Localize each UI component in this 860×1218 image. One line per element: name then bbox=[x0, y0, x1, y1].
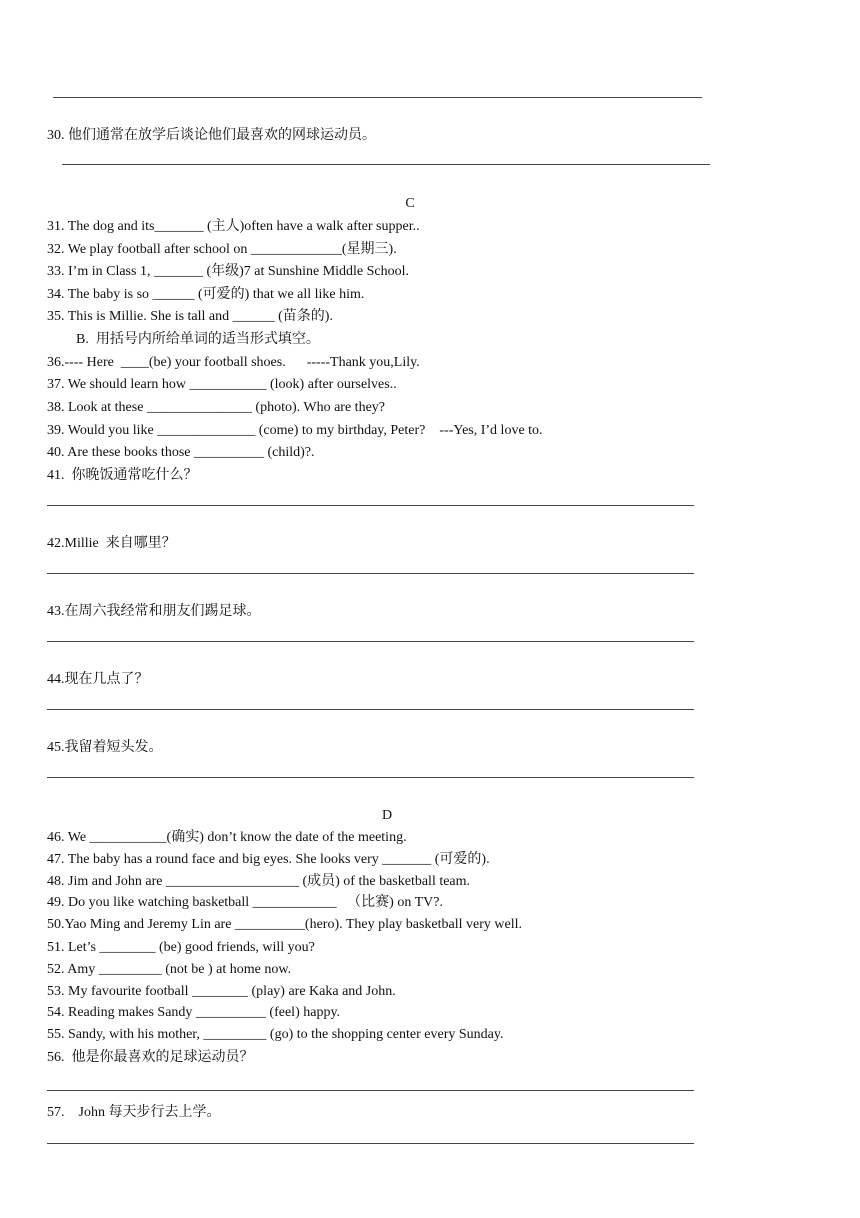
question-45: 45.我留着短头发。 bbox=[47, 740, 163, 755]
section-b-instruction: B. 用括号内所给单词的适当形式填空。 bbox=[76, 332, 320, 347]
question-40: 40. Are these books those __________ (child)?. bbox=[47, 445, 315, 460]
question-35: 35. This is Millie. She is tall and ______ (苗条的). bbox=[47, 309, 333, 324]
answer-line-44 bbox=[47, 709, 694, 710]
question-31: 31. The dog and its_______ (主人)often have a walk after supper.. bbox=[47, 219, 420, 234]
question-56: 56. 他是你最喜欢的足球运动员？ bbox=[47, 1050, 254, 1065]
answer-line-45 bbox=[47, 777, 694, 778]
answer-line-41 bbox=[47, 505, 694, 506]
question-54: 54. Reading makes Sandy __________ (feel) happy. bbox=[47, 1005, 341, 1020]
question-42: 42.Millie 来自哪里？ bbox=[47, 536, 176, 551]
question-30: 30. 他们通常在放学后谈论他们最喜欢的网球运动员。 bbox=[47, 128, 376, 143]
question-38: 38. Look at these _______________ (photo). Who are they? bbox=[47, 400, 386, 415]
question-46: 46. We ___________(确实) don’t know the date of the meeting. bbox=[47, 830, 407, 845]
answer-line bbox=[53, 97, 702, 98]
question-52: 52. Amy _________ (not be ) at home now. bbox=[47, 962, 292, 977]
section-c-heading: C bbox=[405, 196, 415, 211]
question-48: 48. Jim and John are ___________________ (成员) of the basketball team. bbox=[47, 874, 471, 889]
question-50: 50.Yao Ming and Jeremy Lin are __________(hero). They play basketball very well. bbox=[47, 917, 522, 932]
question-57: 57. John 每天步行去上学。 bbox=[47, 1105, 221, 1120]
answer-line-30 bbox=[62, 164, 710, 165]
question-47: 47. The baby has a round face and big eyes. She looks very _______ (可爱的). bbox=[47, 852, 490, 867]
answer-line-43 bbox=[47, 641, 694, 642]
question-41: 41. 你晚饭通常吃什么？ bbox=[47, 468, 198, 483]
question-43: 43.在周六我经常和朋友们踢足球。 bbox=[47, 604, 261, 619]
question-44: 44.现在几点了？ bbox=[47, 672, 149, 687]
question-39: 39. Would you like ______________ (come) to my birthday, Peter? ---Yes, I’d love to. bbox=[47, 423, 543, 438]
question-51: 51. Let’s ________ (be) good friends, will you? bbox=[47, 940, 315, 955]
section-d-heading: D bbox=[381, 808, 393, 823]
answer-line-56 bbox=[47, 1090, 694, 1091]
answer-line-42 bbox=[47, 573, 694, 574]
answer-line-57 bbox=[47, 1143, 694, 1144]
question-32: 32. We play football after school on _____________(星期三). bbox=[47, 242, 397, 257]
question-33: 33. I’m in Class 1, _______ (年级)7 at Sunshine Middle School. bbox=[47, 264, 410, 279]
question-34: 34. The baby is so ______ (可爱的) that we all like him. bbox=[47, 287, 365, 302]
question-53: 53. My favourite football ________ (play) are Kaka and John. bbox=[47, 984, 396, 999]
question-55: 55. Sandy, with his mother, _________ (go) to the shopping center every Sunday. bbox=[47, 1027, 504, 1042]
question-49: 49. Do you like watching basketball ____________ （比赛) on TV?. bbox=[47, 895, 443, 910]
question-37: 37. We should learn how ___________ (look) after ourselves.. bbox=[47, 377, 397, 392]
question-36: 36.---- Here ____(be) your football shoes. -----Thank you,Lily. bbox=[47, 355, 420, 370]
